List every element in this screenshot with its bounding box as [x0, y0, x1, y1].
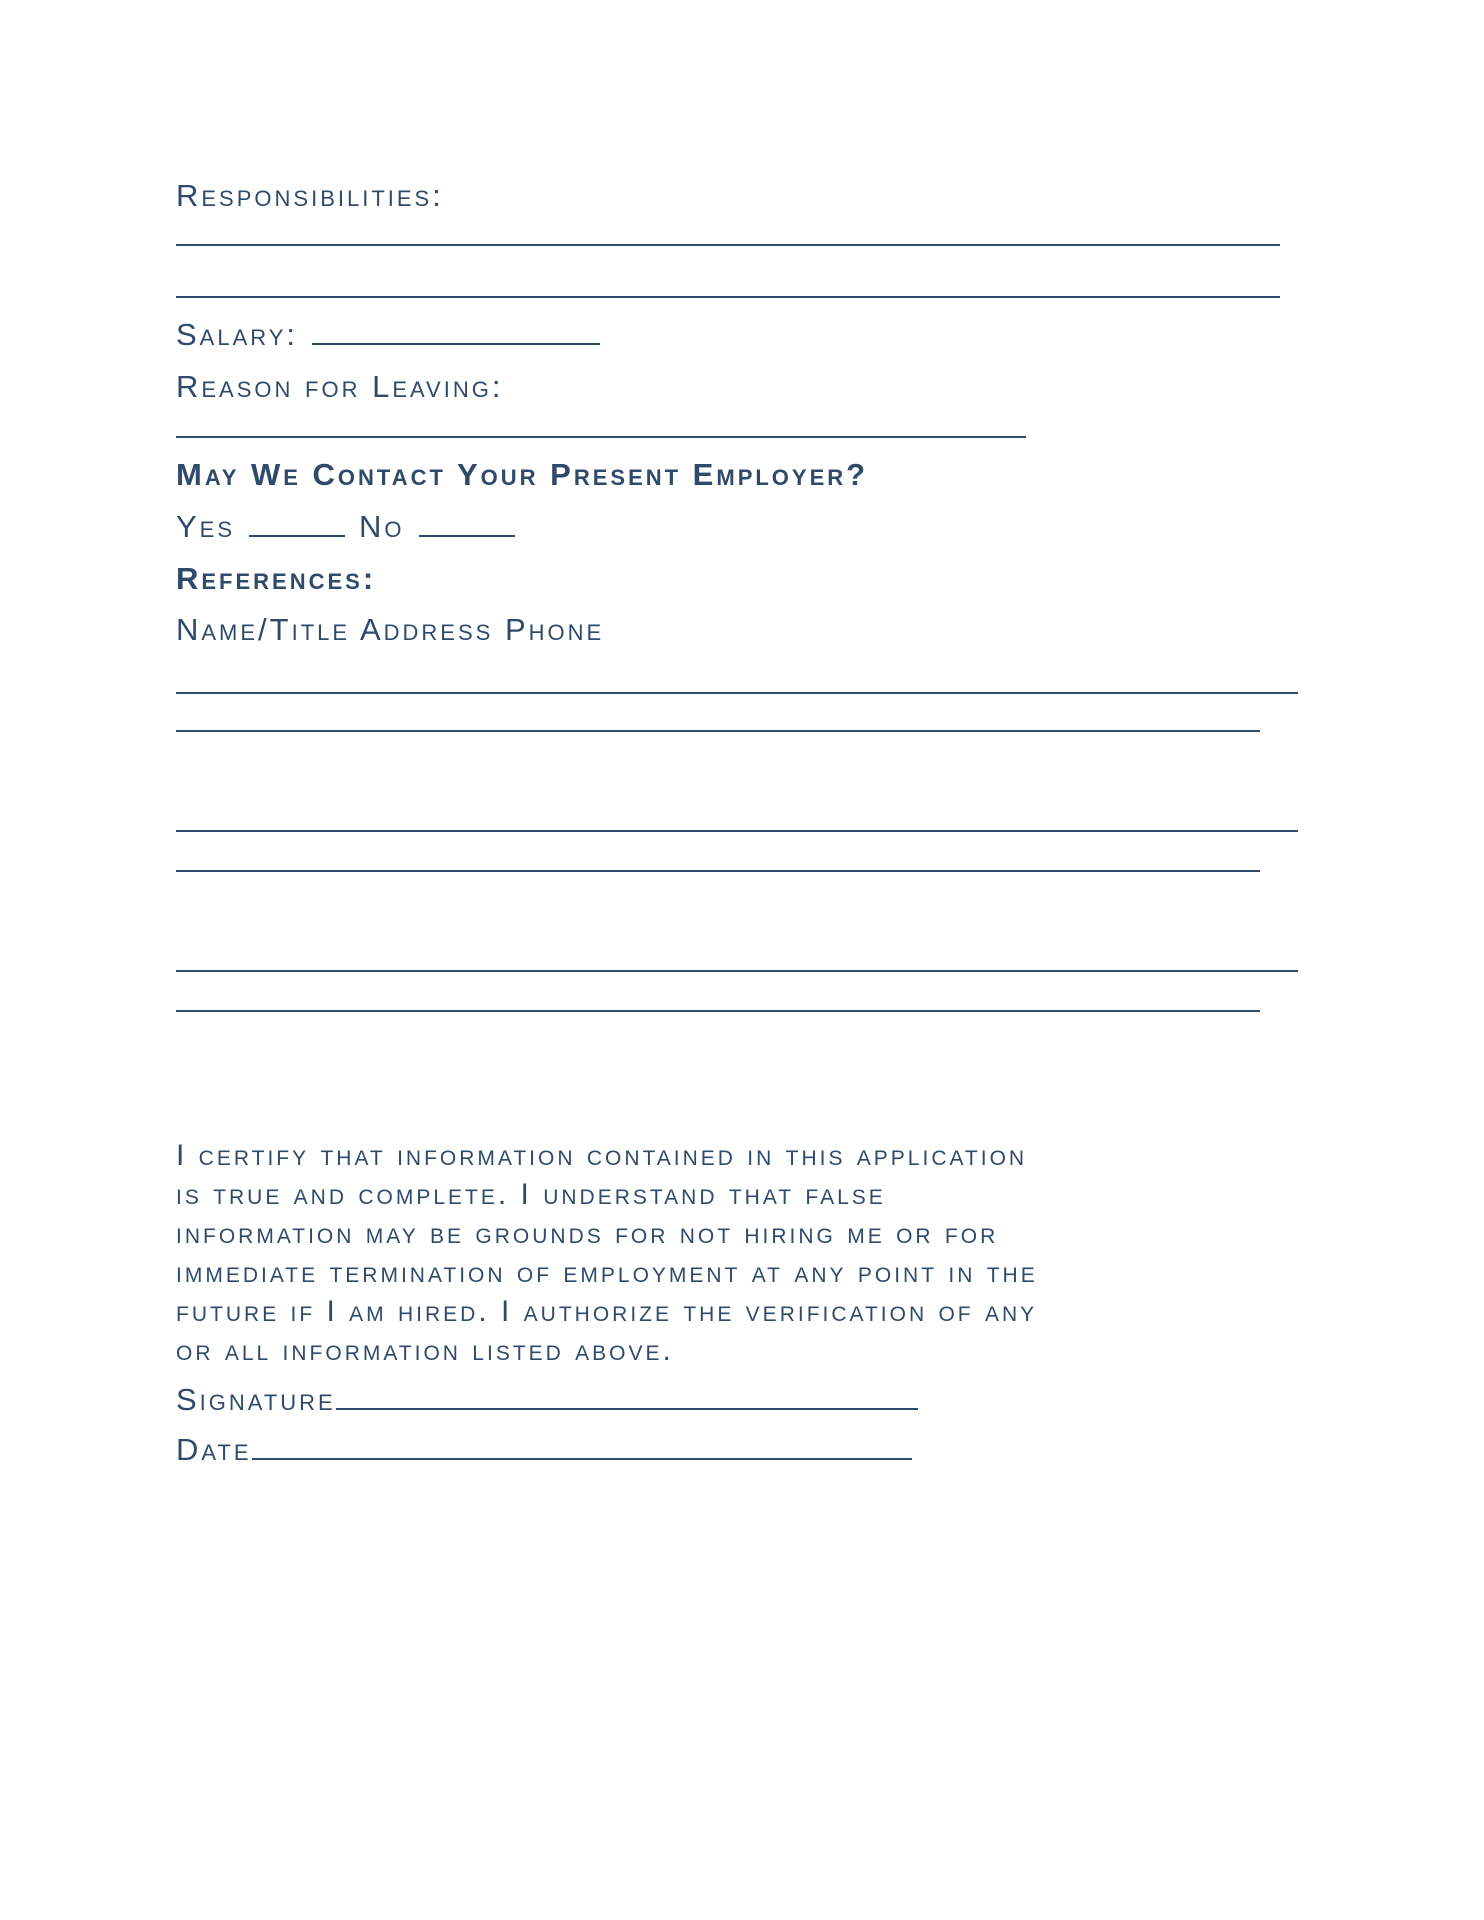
references-columns: Name/Title Address Phone: [176, 612, 605, 647]
yes-label: Yes: [176, 509, 236, 544]
date-field[interactable]: [252, 1458, 912, 1460]
reason-for-leaving-label: Reason for Leaving:: [176, 369, 504, 404]
responsibilities-label: Responsibilities:: [176, 178, 444, 213]
salary-label: Salary:: [176, 317, 299, 352]
responsibilities-line-2[interactable]: [176, 296, 1280, 298]
date-row: [176, 1434, 912, 1465]
signature-label: Signature: [176, 1382, 336, 1417]
reference-3-line-1[interactable]: [176, 970, 1298, 972]
yes-no-row: [176, 511, 515, 542]
no-label: No: [359, 509, 405, 544]
reference-1-line-1[interactable]: [176, 692, 1298, 694]
salary-row: [176, 319, 600, 350]
yes-field[interactable]: [249, 535, 345, 537]
signature-row: [176, 1384, 918, 1415]
references-label: References:: [176, 561, 377, 596]
certification-line: immediate termination of employment at any point in the: [176, 1256, 1038, 1289]
reference-1-line-2[interactable]: [176, 730, 1260, 732]
responsibilities-line-1[interactable]: [176, 244, 1280, 246]
reason-for-leaving-line[interactable]: [176, 436, 1026, 438]
salary-field[interactable]: [312, 343, 600, 345]
certification-line: future if I am hired. I authorize the verification of any: [176, 1295, 1038, 1328]
no-field[interactable]: [419, 535, 515, 537]
certification-line: information may be grounds for not hiring me or for: [176, 1217, 999, 1250]
certification-line: is true and complete. I understand that false: [176, 1178, 886, 1211]
reference-2-line-1[interactable]: [176, 830, 1298, 832]
date-label: Date: [176, 1432, 252, 1467]
certification-paragraph: [176, 1136, 1316, 1370]
certification-line: I certify that information contained in this application: [176, 1139, 1028, 1172]
signature-field[interactable]: [336, 1408, 918, 1410]
reference-3-line-2[interactable]: [176, 1010, 1260, 1012]
contact-employer-question: May We Contact Your Present Employer?: [176, 457, 869, 492]
certification-line: or all information listed above.: [176, 1334, 674, 1367]
reference-2-line-2[interactable]: [176, 870, 1260, 872]
